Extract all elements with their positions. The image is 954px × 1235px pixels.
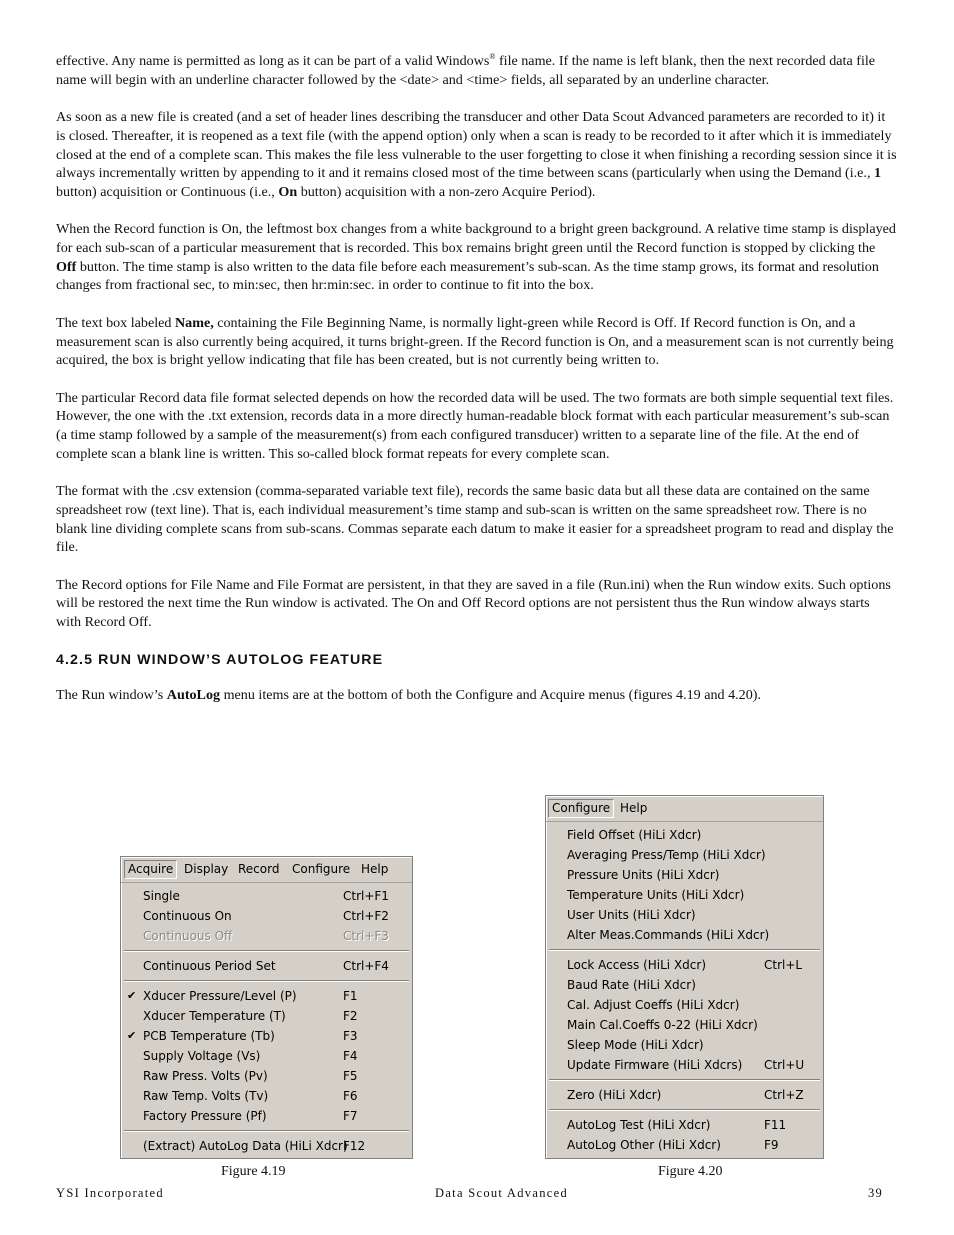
menu-separator [124, 950, 409, 952]
menu-display[interactable]: Display [184, 862, 229, 876]
menu-item[interactable] [121, 926, 412, 946]
menu-item-shortcut: Ctrl+F2 [343, 909, 389, 923]
paragraph-4: The text box labeled Name, containing the File Beginning Name, is normally light-green while Record is Off. If Record function is On, and a measurement scan is also currently being acquired, it turns bright-green. If the Record function is On, and a measurement scan is not currently being acquired, the box is bright yellow indicating that file has been created, but is not currently being written to. [56, 314, 894, 369]
menu-item-label: Cal. Adjust Coeffs (HiLi Xdcr) [567, 998, 740, 1012]
menu-item-shortcut: F2 [343, 1009, 358, 1023]
menu-item-label: Continuous Period Set [143, 959, 276, 973]
menu-item-shortcut: F5 [343, 1069, 358, 1083]
body-text [56, 52, 898, 724]
menu-item[interactable] [546, 885, 823, 905]
menu-item-label: Lock Access (HiLi Xdcr) [567, 958, 706, 972]
paragraph-1: effective. Any name is permitted as long as it can be part of a valid Windows® file name. If the name is left blank, then the next recorded data file name will begin with an underline character followed by the <date> and <time> fields, all separated by an underline character. [56, 52, 876, 88]
menu-configure[interactable]: Configure [548, 799, 614, 818]
menu-item-label: Main Cal.Coeffs 0-22 (HiLi Xdcr) [567, 1018, 758, 1032]
menu-item-shortcut: Ctrl+L [764, 958, 803, 972]
menu-item[interactable] [546, 1035, 823, 1055]
menu-item-shortcut: F12 [343, 1139, 366, 1153]
menu-configure[interactable]: Configure [292, 862, 351, 876]
menu-item-label: Continuous On [143, 909, 232, 923]
menu-item[interactable] [121, 1006, 412, 1026]
menu-item-label: Pressure Units (HiLi Xdcr) [567, 868, 720, 882]
menu-item-label: Temperature Units (HiLi Xdcr) [567, 888, 745, 902]
menu-item[interactable] [121, 1066, 412, 1086]
paragraph-7: The Record options for File Name and File Format are persistent, in that they are saved in a file (Run.ini) when the Run window exits. Such options will be restored the next time the Run window is activated. The On and Off Record options are not persistent thus the Run window always starts with Record Off. [56, 576, 891, 630]
menu-item-label: Raw Press. Volts (Pv) [143, 1069, 268, 1083]
footer-left: YSI Incorporated [56, 1186, 164, 1200]
paragraph-3: When the Record function is On, the leftmost box changes from a white background to a bright green background. A relative time stamp is displayed for each sub-scan of a particular measurement that is recorded. This box remains bright green until the Record function is stopped by clicking the Off button. The time stamp is also written to the data file before each measurement’s sub-scan. As the time stamp grows, its format and resolution changes from fractional sec, to min:sec, then hr:min:sec. in order to continue to fit into the box. [56, 221, 896, 294]
menu-item[interactable] [546, 1115, 823, 1135]
menu-item-shortcut: Ctrl+Z [764, 1088, 804, 1102]
figure-4-19-caption: Figure 4.19 [221, 1164, 286, 1179]
menu-item[interactable] [546, 1055, 823, 1075]
footer-center: Data Scout Advanced [435, 1186, 569, 1200]
menu-item-shortcut: F9 [764, 1138, 779, 1152]
menu-item-label: AutoLog Test (HiLi Xdcr) [567, 1118, 711, 1132]
menu-item-label: User Units (HiLi Xdcr) [567, 908, 696, 922]
menu-item-label: Sleep Mode (HiLi Xdcr) [567, 1038, 704, 1052]
menu-item[interactable] [546, 1135, 823, 1155]
menu-separator [124, 1130, 409, 1132]
acquire-menu-screenshot [120, 856, 413, 1159]
menu-item-label: (Extract) AutoLog Data (HiLi Xdcr) [143, 1139, 348, 1153]
menu-item-label: Single [143, 889, 180, 903]
menu-acquire[interactable]: Acquire [124, 860, 177, 879]
menu-item-label: Alter Meas.Commands (HiLi Xdcr) [567, 928, 770, 942]
menu-item[interactable] [121, 986, 412, 1006]
menu-item[interactable] [546, 995, 823, 1015]
menu-item[interactable] [546, 905, 823, 925]
menu-item[interactable] [546, 1085, 823, 1105]
section-heading: 4.2.5 RUN WINDOW’S AUTOLOG FEATURE [56, 652, 384, 669]
menu-help[interactable]: Help [361, 862, 389, 876]
menu-item[interactable] [121, 1046, 412, 1066]
menu-help[interactable]: Help [620, 801, 648, 815]
menu-item[interactable] [546, 955, 823, 975]
menu-item-shortcut: Ctrl+F1 [343, 889, 389, 903]
menu-item-label: Xducer Temperature (T) [143, 1009, 286, 1023]
menu-item-shortcut: F3 [343, 1029, 358, 1043]
menu-item[interactable] [121, 956, 412, 976]
menu-item-label: Averaging Press/Temp (HiLi Xdcr) [567, 848, 766, 862]
menu-item-label: Field Offset (HiLi Xdcr) [567, 828, 702, 842]
menu-item-label: Supply Voltage (Vs) [143, 1049, 261, 1063]
menu-item-label: Zero (HiLi Xdcr) [567, 1088, 662, 1102]
menu-separator [549, 1109, 820, 1111]
menu-item[interactable] [546, 825, 823, 845]
menu-item[interactable] [121, 1086, 412, 1106]
menu-item-label: PCB Temperature (Tb) [143, 1029, 275, 1043]
menu-item-label: Raw Temp. Volts (Tv) [143, 1089, 269, 1103]
menu-item[interactable] [121, 906, 412, 926]
menu-item[interactable] [121, 886, 412, 906]
intro-paragraph: The Run window’s AutoLog menu items are at the bottom of both the Configure and Acquire menus (figures 4.19 and 4.20). [56, 687, 761, 704]
menu-item-shortcut: Ctrl+U [764, 1058, 805, 1072]
menu-item-shortcut: Ctrl+F4 [343, 959, 389, 973]
menu-item-shortcut: Ctrl+F3 [343, 929, 389, 943]
menu-separator [124, 980, 409, 982]
menu-item-shortcut: F6 [343, 1089, 358, 1103]
menu-item[interactable] [546, 845, 823, 865]
checkmark-icon: ✔ [127, 1029, 137, 1042]
menu-separator [549, 949, 820, 951]
menu-separator [549, 1079, 820, 1081]
menu-item-shortcut: F4 [343, 1049, 358, 1063]
paragraph-2: As soon as a new file is created (and a set of header lines describing the transducer and other Data Scout Advanced parameters are recorded to it) it is closed. Thereafter, it is reopened as a text file (with the append option) only when a scan is ready to be recorded to it after which it is immediately closed at the end of a complete scan. This makes the file less vulnerable to the user forgetting to close it when finishing a recording session since it is always incrementally written by appending to it and it remains closed most of the time between scans (particularly when using the Demand (i.e., 1 button) acquisition or Continuous (i.e., On button) acquisition with a non-zero Acquire Period). [56, 109, 897, 200]
menu-item[interactable] [546, 925, 823, 945]
menu-item-shortcut: F11 [764, 1118, 787, 1132]
checkmark-icon: ✔ [127, 989, 137, 1002]
menu-item-label: Factory Pressure (Pf) [143, 1109, 267, 1123]
paragraph-6: The format with the .csv extension (comma-separated variable text file), records the same basic data but all these data are contained on the same spreadsheet row (text line). That is, each individual measurement’s time stamp and sub-scan is written on the same spreadsheet row. There is no blank line dividing complete scans from sub-scans. Commas separate each datum to make it easier for a spreadsheet program to read and display the file. [56, 483, 894, 556]
figure-4-20-caption: Figure 4.20 [658, 1164, 723, 1179]
menu-item[interactable] [546, 1015, 823, 1035]
configure-menu-screenshot [545, 795, 824, 1159]
paragraph-5: The particular Record data file format selected depends on how the recorded data will be used. The two formats are both simple sequential text files. However, the one with the .txt extension, records data in a more directly human-readable block format with each particular measurement’s sub-scan (a time stamp followed by a sample of the measurement(s) from each configured transducer) written to a separate line of the file. At the end of complete scan a blank line is written. This so-called block format repeats for every complete scan. [56, 389, 894, 462]
menu-item[interactable] [546, 865, 823, 885]
menu-item-label: Xducer Pressure/Level (P) [143, 989, 297, 1003]
menu-bar [546, 796, 823, 822]
menu-item[interactable] [121, 1136, 412, 1156]
menu-item-shortcut: F1 [343, 989, 358, 1003]
menu-item-label: Continuous Off [143, 929, 233, 943]
footer-page-number: 39 [868, 1186, 884, 1200]
menu-bar [121, 857, 412, 883]
menu-record[interactable]: Record [238, 862, 280, 876]
menu-item-label: AutoLog Other (HiLi Xdcr) [567, 1138, 721, 1152]
menu-item[interactable] [546, 975, 823, 995]
menu-item[interactable] [121, 1026, 412, 1046]
menu-item-label: Baud Rate (HiLi Xdcr) [567, 978, 696, 992]
menu-item-label: Update Firmware (HiLi Xdcrs) [567, 1058, 743, 1072]
menu-item[interactable] [121, 1106, 412, 1126]
menu-item-shortcut: F7 [343, 1109, 358, 1123]
